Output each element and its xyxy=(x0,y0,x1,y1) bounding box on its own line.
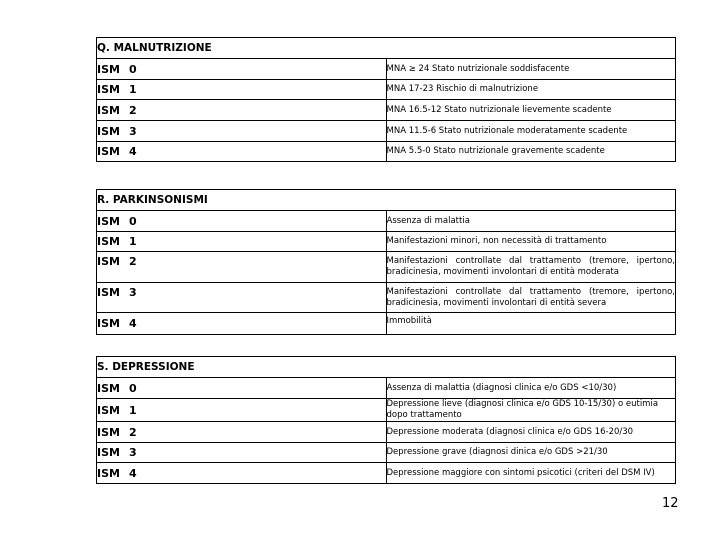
ism-level: 4 xyxy=(128,317,137,330)
table-row xyxy=(97,121,676,142)
page-number: 12 xyxy=(662,496,679,511)
ism-level: 0 xyxy=(128,214,137,228)
ism-level: 3 xyxy=(128,446,137,459)
section-malnutrizione xyxy=(96,37,676,162)
table-row xyxy=(97,100,676,121)
ism-level: 4 xyxy=(128,145,137,158)
row-description: MNA ≥ 24 Stato nutrizionale soddisfacente xyxy=(386,59,676,80)
ism-level: 3 xyxy=(128,124,137,138)
ism-label: ISM xyxy=(97,317,120,330)
ism-label: ISM xyxy=(97,145,120,158)
table-row xyxy=(97,443,676,463)
ism-label: ISM xyxy=(97,446,120,459)
table-row xyxy=(97,142,676,162)
table-row xyxy=(97,283,676,313)
table-row xyxy=(97,252,676,283)
ism-level: 1 xyxy=(128,403,137,417)
table-row xyxy=(97,59,676,80)
ism-level: 4 xyxy=(128,466,137,480)
section-depressione xyxy=(96,356,676,484)
row-description: Manifestazioni controllate dal trattamento (tremore, ipertono, bradicinesia, movimenti involontari di entità moderata xyxy=(386,252,676,283)
ism-label: ISM xyxy=(97,103,120,117)
table-row xyxy=(97,463,676,484)
row-description: Assenza di malattia (diagnosi clinica e/o GDS <10/30) xyxy=(386,378,676,399)
row-description: MNA 17-23 Rischio di malnutrizione xyxy=(386,80,676,100)
row-description: Immobilità xyxy=(386,313,676,335)
ism-level: 0 xyxy=(128,381,137,395)
ism-label: ISM xyxy=(97,381,120,395)
ism-level: 0 xyxy=(128,62,137,76)
section-title: Q. MALNUTRIZIONE xyxy=(97,38,676,59)
ism-label: ISM xyxy=(97,403,120,417)
section-parkinsonismi xyxy=(96,189,676,335)
row-description: MNA 11.5-6 Stato nutrizionale moderatamente scadente xyxy=(386,121,676,142)
table-row xyxy=(97,399,676,422)
table-row xyxy=(97,211,676,232)
section-title: S. DEPRESSIONE xyxy=(97,357,676,378)
ism-label: ISM xyxy=(97,124,120,138)
table-row xyxy=(97,422,676,443)
ism-level: 2 xyxy=(128,103,137,117)
ism-label: ISM xyxy=(97,286,120,299)
ism-label: ISM xyxy=(97,235,120,248)
ism-level: 1 xyxy=(128,235,137,248)
row-description: MNA 5.5-0 Stato nutrizionale gravemente scadente xyxy=(386,142,676,162)
table-row xyxy=(97,313,676,335)
row-description: Depressione maggiore con sintomi psicotici (criteri del DSM IV) xyxy=(386,463,676,484)
ism-label: ISM xyxy=(97,214,120,228)
table-row xyxy=(97,232,676,252)
ism-level: 1 xyxy=(128,83,137,96)
row-description: Manifestazioni controllate dal trattamento (tremore, ipertono, bradicinesia, movimenti involontari di entità severa xyxy=(386,283,676,313)
ism-label: ISM xyxy=(97,255,120,268)
ism-label: ISM xyxy=(97,83,120,96)
row-description: Assenza di malattia xyxy=(386,211,676,232)
row-description: Depressione moderata (diagnosi clinica e/o GDS 16-20/30 xyxy=(386,422,676,443)
section-title: R. PARKINSONISMI xyxy=(97,190,676,211)
table-row xyxy=(97,80,676,100)
ism-label: ISM xyxy=(97,425,120,439)
ism-level: 3 xyxy=(128,286,137,299)
ism-level: 2 xyxy=(128,255,137,268)
row-description: Depressione grave (diagnosi dinica e/o GDS >21/30 xyxy=(386,443,676,463)
row-description: MNA 16.5-12 Stato nutrizionale lievemente scadente xyxy=(386,100,676,121)
ism-label: ISM xyxy=(97,466,120,480)
row-description: Depressione lieve (diagnosi clinica e/o GDS 10-15/30) o eutimia dopo trattamento xyxy=(386,399,676,422)
ism-label: ISM xyxy=(97,62,120,76)
ism-level: 2 xyxy=(128,425,137,439)
table-row xyxy=(97,378,676,399)
row-description: Manifestazioni minori, non necessità di trattamento xyxy=(386,232,676,252)
